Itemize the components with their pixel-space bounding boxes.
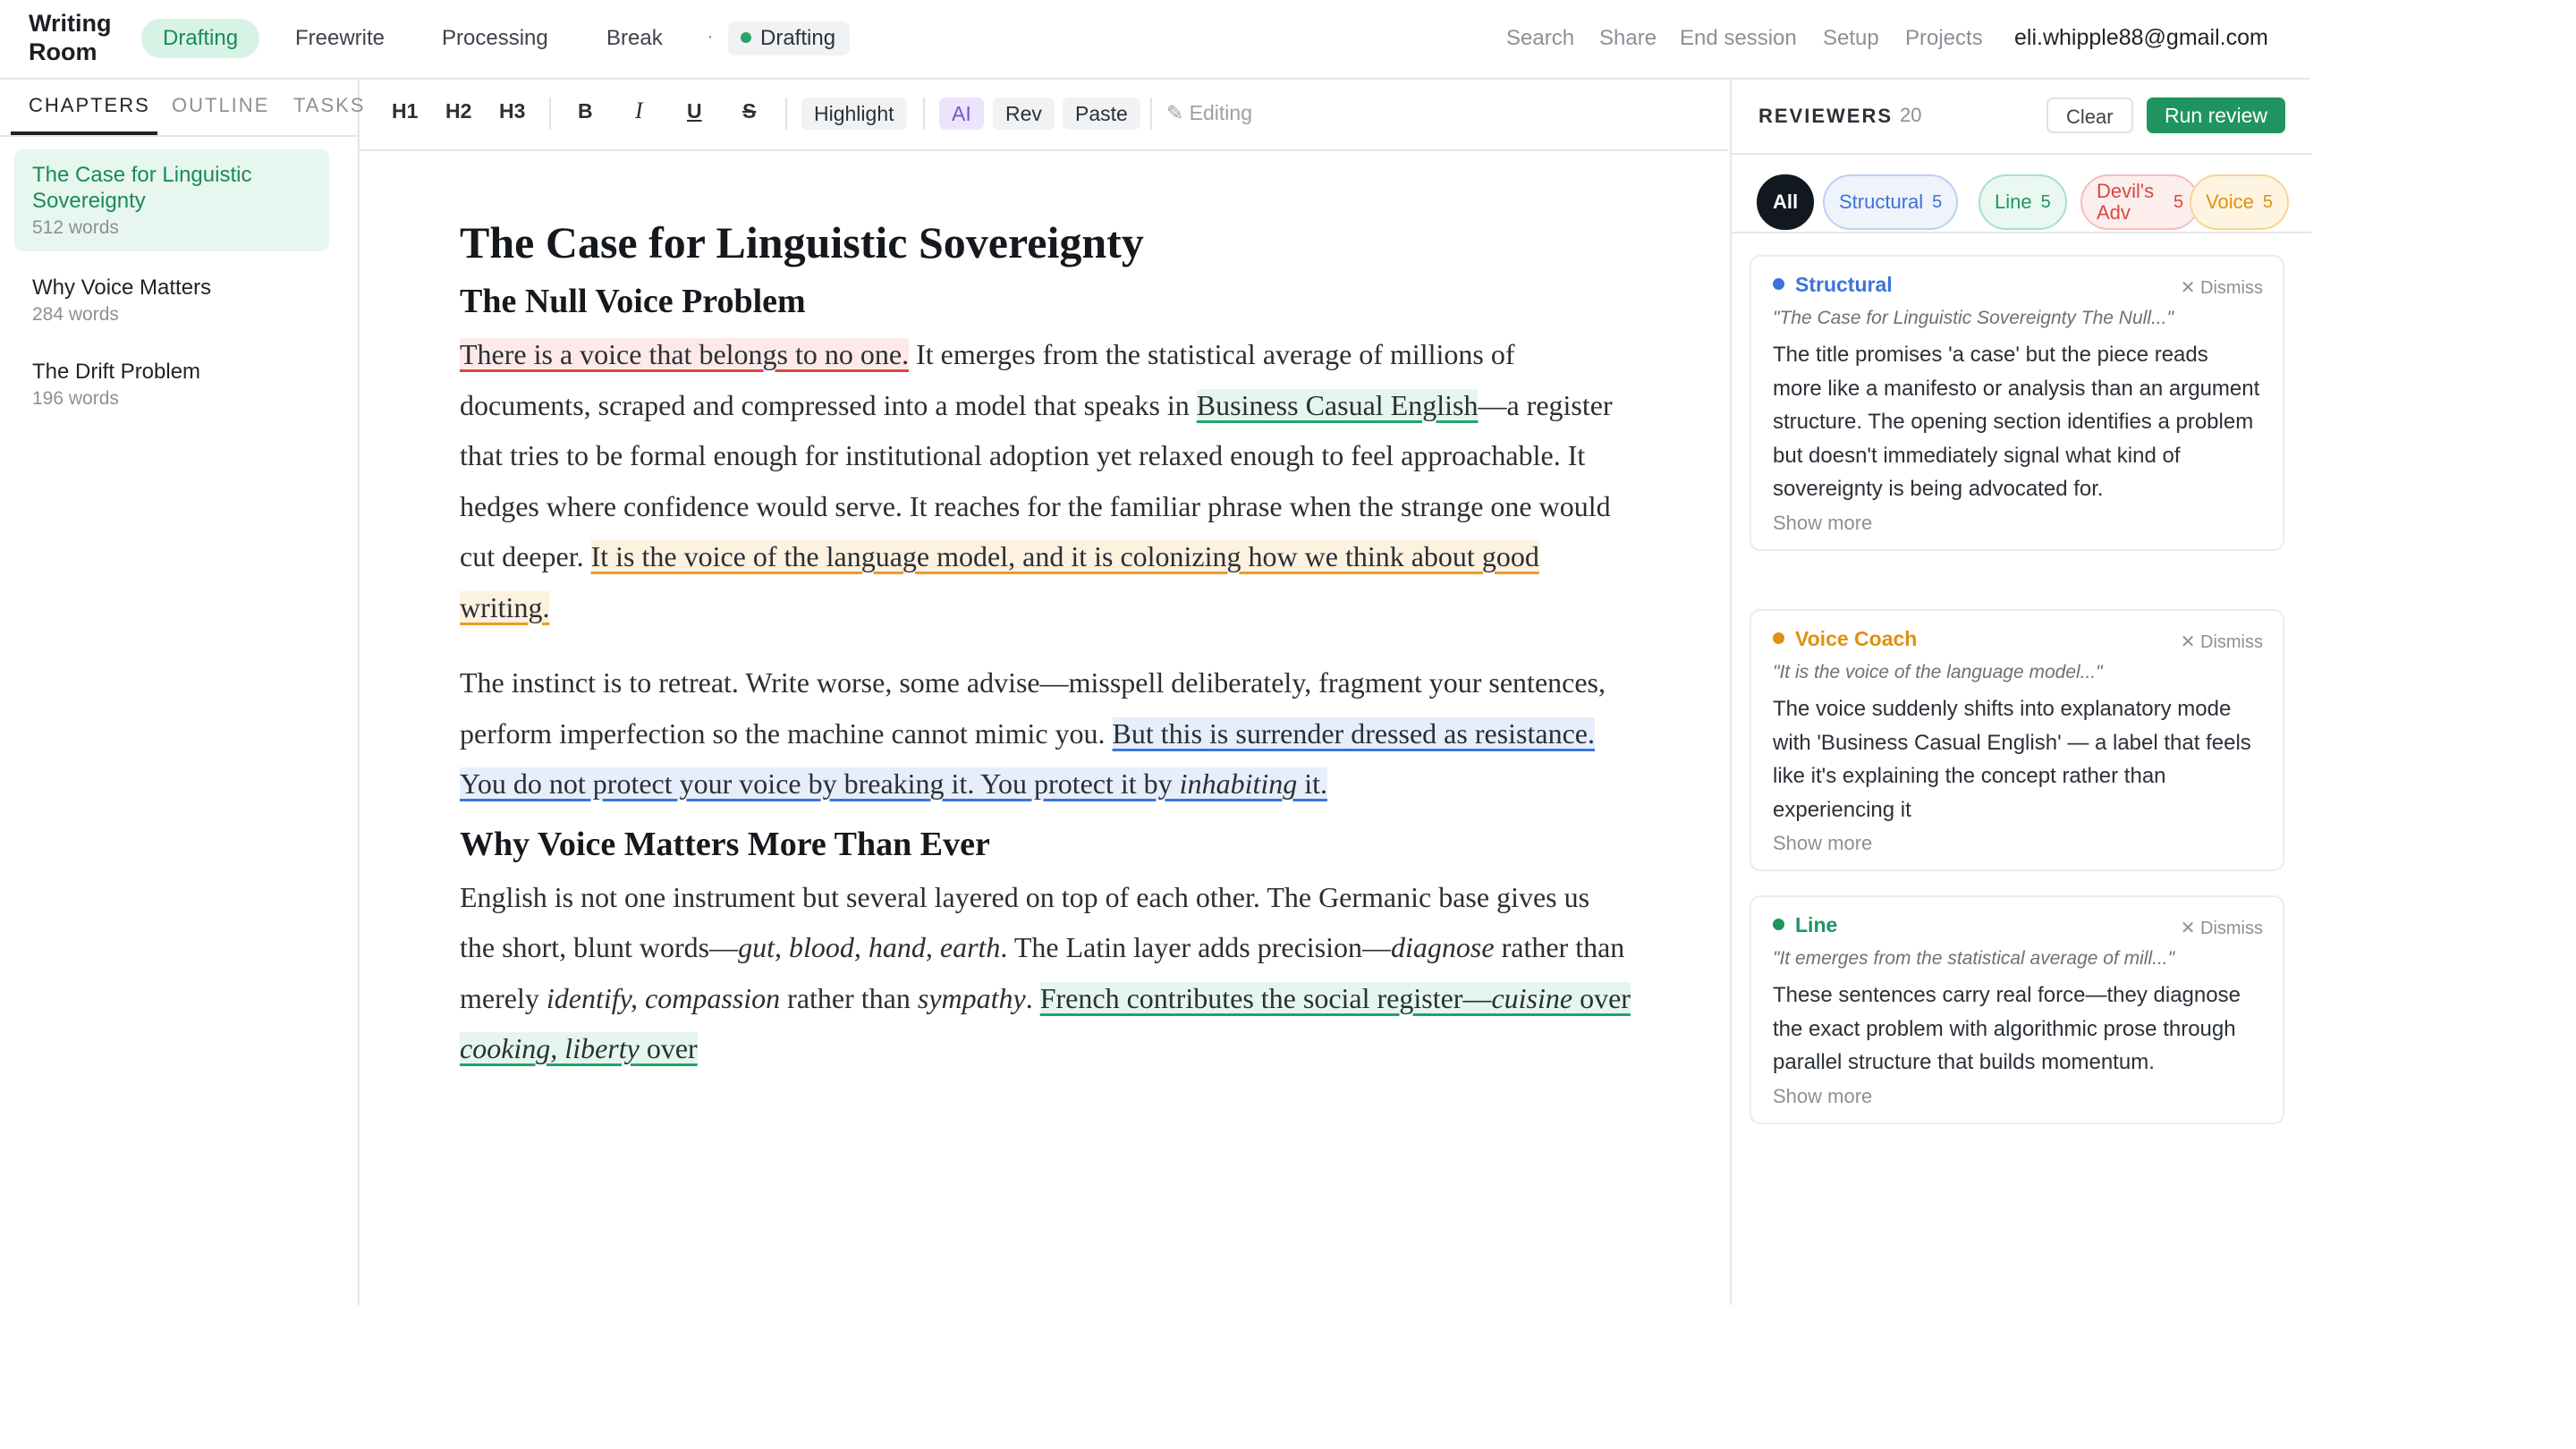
strikethrough-button[interactable]: S xyxy=(742,99,757,123)
chapter-word-count: 512 words xyxy=(32,217,119,238)
section-heading: Why Voice Matters More Than Ever xyxy=(460,825,990,863)
text-run: over xyxy=(1572,981,1631,1014)
card-type-label: Line xyxy=(1795,913,1838,936)
card-body: The title promises 'a case' but the piece reads more like a manifesto or analysis than an argument structure. The opening section identifies a problem but doesn't immediately signal what kind of sovereignty is being advocated for. xyxy=(1773,343,2260,501)
toolbar-divider xyxy=(785,97,787,130)
card-type-label: Structural xyxy=(1795,273,1893,296)
toolbar-divider xyxy=(549,97,551,130)
chapter-item[interactable] xyxy=(14,262,329,338)
reviewers-panel xyxy=(1730,80,2311,1305)
card-body: These sentences carry real force—they diagnose the exact problem with algorithmic prose through parallel structure that builds momentum. xyxy=(1773,983,2241,1074)
nav-share[interactable]: Share xyxy=(1599,26,1657,50)
dismiss-button[interactable]: ✕ Dismiss xyxy=(2180,278,2263,298)
review-card xyxy=(1750,255,2284,551)
chapter-title: The Drift Problem xyxy=(32,360,201,384)
paragraph xyxy=(460,872,1631,1074)
sidebar-tabs xyxy=(0,80,366,137)
filter-count: 5 xyxy=(1932,191,1943,212)
separator-dot: · xyxy=(707,24,714,48)
paragraph xyxy=(460,657,1631,809)
text-run: rather than merely xyxy=(460,931,1625,1014)
structural-dot-icon xyxy=(1773,278,1784,290)
filter-voice[interactable] xyxy=(2190,174,2289,230)
filter-structural[interactable] xyxy=(1823,174,1958,230)
heading3-button[interactable]: H3 xyxy=(499,99,526,123)
mode-drafting[interactable]: Drafting xyxy=(141,19,259,58)
review-card xyxy=(1750,895,2284,1124)
heading1-button[interactable]: H1 xyxy=(392,99,419,123)
paste-button[interactable]: Paste xyxy=(1063,97,1140,130)
text-run: over xyxy=(639,1032,698,1064)
text-run: identify, compassion xyxy=(546,981,781,1014)
filter-count: 5 xyxy=(2174,192,2184,212)
show-more-link[interactable]: Show more xyxy=(1773,1084,1873,1107)
ai-button[interactable]: AI xyxy=(939,97,984,130)
section-heading: The Null Voice Problem xyxy=(460,283,806,320)
filter-label: Structural xyxy=(1839,191,1924,213)
document-editor[interactable] xyxy=(460,215,1631,1074)
underline-button[interactable]: U xyxy=(687,99,702,123)
clear-button[interactable]: Clear xyxy=(2046,97,2133,133)
text-run: But this is surrender dressed as resistance. You do not protect your voice by breaking it. You protect it by xyxy=(460,716,1595,800)
line-highlight[interactable]: Business Casual English xyxy=(1196,388,1479,421)
chapter-title: The Case for Linguistic Sovereignty xyxy=(32,163,252,213)
chapter-item[interactable] xyxy=(14,346,329,422)
mode-break[interactable]: Break xyxy=(606,26,663,50)
critique-highlight[interactable]: There is a voice that belongs to no one. xyxy=(460,338,910,370)
top-bar xyxy=(0,0,2309,80)
session-status-badge xyxy=(728,21,850,55)
card-body: The voice suddenly shifts into explanatory mode with 'Business Casual English' — a label that feels like it's explaining the concept rather than experiencing it xyxy=(1773,697,2251,822)
text-run: rather than xyxy=(780,981,918,1014)
filter-all[interactable] xyxy=(1757,174,1814,230)
dismiss-button[interactable]: ✕ Dismiss xyxy=(2180,632,2263,652)
highlight-button[interactable]: Highlight xyxy=(801,97,907,130)
chapter-word-count: 284 words xyxy=(32,304,119,325)
card-quote: "The Case for Linguistic Sovereignty The Null..." xyxy=(1773,308,2174,328)
status-dot-icon xyxy=(741,32,751,43)
reviewer-filters xyxy=(1732,167,2311,233)
run-review-button[interactable]: Run review xyxy=(2147,97,2285,133)
bold-button[interactable]: B xyxy=(578,99,593,123)
text-run: it. xyxy=(1297,767,1328,800)
text-run: It emerges from the statistical average of millions of documents, scraped and compressed into a model that speaks in xyxy=(460,338,1515,421)
show-more-link[interactable]: Show more xyxy=(1773,832,1873,854)
review-card xyxy=(1750,609,2284,871)
reviewers-count: 20 xyxy=(1900,104,1922,126)
revision-button[interactable]: Rev xyxy=(993,97,1055,130)
user-email[interactable]: eli.whipple88@gmail.com xyxy=(2014,25,2268,50)
app-brand: Writing Room xyxy=(29,10,112,65)
paragraph xyxy=(460,329,1631,632)
filter-label: Devil's Adv xyxy=(2097,180,2155,224)
active-tab-indicator xyxy=(11,131,157,135)
text-run: diagnose xyxy=(1391,931,1495,963)
nav-search[interactable]: Search xyxy=(1506,26,1575,50)
voice-highlight[interactable]: It is the voice of the language model, and it is colonizing how we think about good writing. xyxy=(460,540,1539,623)
text-run: cuisine xyxy=(1491,981,1573,1014)
card-quote: "It emerges from the statistical average of mill..." xyxy=(1773,948,2175,969)
filter-count: 5 xyxy=(2040,191,2051,212)
toolbar-divider xyxy=(1150,97,1152,130)
text-run: cooking, liberty xyxy=(460,1032,640,1064)
dismiss-button[interactable]: ✕ Dismiss xyxy=(2180,919,2263,938)
italic-button[interactable]: I xyxy=(635,97,643,123)
filter-count: 5 xyxy=(2262,191,2273,212)
nav-setup[interactable]: Setup xyxy=(1823,26,1879,50)
filter-label: Voice xyxy=(2206,191,2254,213)
tab-chapters[interactable]: CHAPTERS xyxy=(29,94,150,116)
mode-freewrite[interactable]: Freewrite xyxy=(295,26,386,50)
card-type-label: Voice Coach xyxy=(1795,627,1918,650)
filter-label: All xyxy=(1772,191,1799,213)
text-run: gut, blood, hand, earth xyxy=(738,931,1001,963)
line-dot-icon xyxy=(1773,919,1784,930)
text-run: —a register that tries to be formal enough for institutional adoption yet relaxed enough to feel approachable. It hedges where confidence would serve. It reaches for the familiar phrase when the strange one would cut deeper. xyxy=(460,388,1613,572)
session-status-label: Drafting xyxy=(760,26,836,50)
text-run: . xyxy=(1025,981,1040,1014)
chapter-item[interactable] xyxy=(14,149,329,251)
document-title: The Case for Linguistic Sovereignty xyxy=(460,217,1144,267)
heading2-button[interactable]: H2 xyxy=(445,99,472,123)
nav-projects[interactable]: Projects xyxy=(1905,26,1983,50)
tab-tasks[interactable]: TASKS xyxy=(293,94,366,116)
tab-outline[interactable]: OUTLINE xyxy=(172,94,270,116)
reviewers-title: REVIEWERS xyxy=(1758,105,1894,127)
nav-end-session[interactable]: End session xyxy=(1680,26,1797,50)
toolbar-divider xyxy=(923,97,925,130)
filter-devils-advocate[interactable] xyxy=(2080,174,2199,230)
editor-toolbar xyxy=(360,80,1728,151)
text-run: sympathy xyxy=(917,981,1026,1014)
chapters-sidebar xyxy=(0,80,366,1305)
text-run: The instinct is to retreat. Write worse, some advise—misspell deliberately, fragment your sentences, perform imperfection so the machine cannot mimic you. xyxy=(460,666,1606,750)
filter-label: Line xyxy=(1995,191,2032,213)
voice-dot-icon xyxy=(1773,632,1784,644)
text-run: inhabiting xyxy=(1179,767,1298,800)
editing-status: ✎ Editing xyxy=(1166,101,1252,124)
mode-processing[interactable]: Processing xyxy=(442,26,548,50)
card-quote: "It is the voice of the language model..." xyxy=(1773,662,2103,682)
text-run: English is not one instrument but several layered on top of each other. The Germanic base gives us the short, blunt words— xyxy=(460,880,1590,963)
chapter-title: Why Voice Matters xyxy=(32,275,212,300)
text-run: French contributes the social register— xyxy=(1039,981,1492,1014)
text-run: . The Latin layer adds precision— xyxy=(1000,931,1392,963)
filter-line[interactable] xyxy=(1979,174,2067,230)
reviewers-header xyxy=(1732,80,2311,155)
chapter-word-count: 196 words xyxy=(32,388,119,409)
show-more-link[interactable]: Show more xyxy=(1773,511,1873,534)
